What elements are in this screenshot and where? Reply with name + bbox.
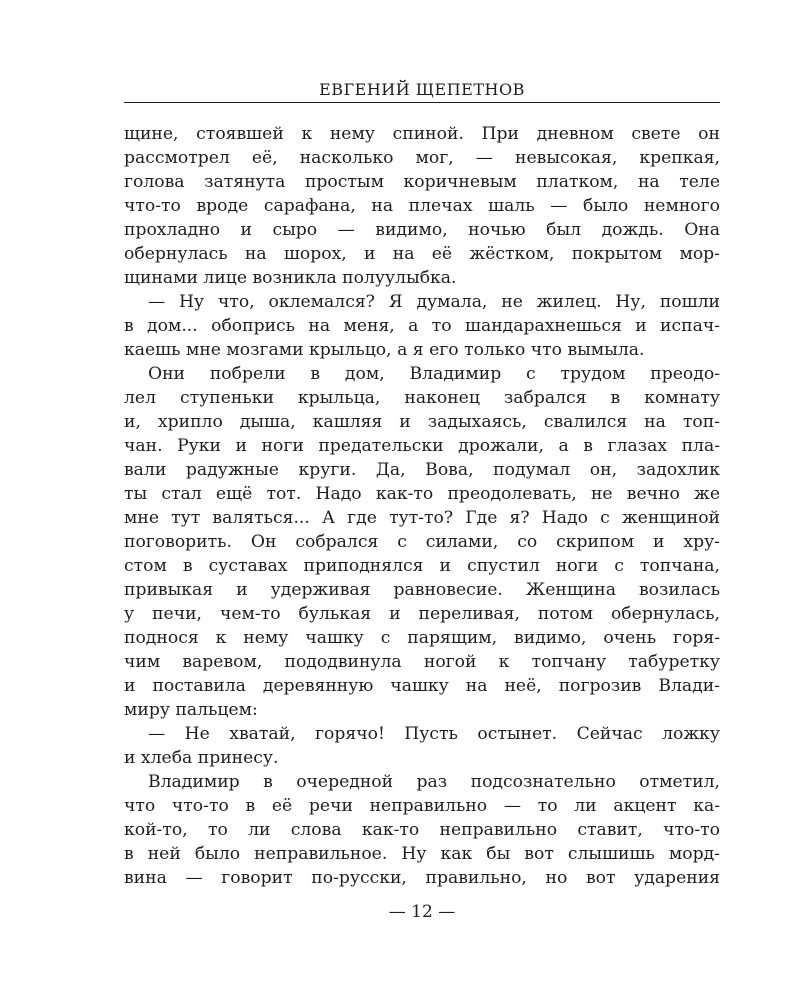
dialogue-line: — Не хватай, горячо! Пусть остынет. Сейчас ложку: [148, 724, 720, 744]
text-line: в ней было неправильное. Ну как бы вот слышишь морд-: [124, 844, 720, 864]
text-line: поднося к нему чашку с парящим, видимо, очень горя-: [124, 628, 720, 648]
text-line: чан. Руки и ноги предательски дрожали, а в глазах пла-: [124, 436, 720, 456]
text-line: щине, стоявшей к нему спиной. При дневном свете он: [124, 124, 720, 144]
text-line: кой-то, то ли слова как-то неправильно ставит, что-то: [124, 820, 720, 840]
text-line: чим варевом, пододвинула ногой к топчану табуретку: [124, 652, 720, 672]
text-line: лел ступеньки крыльца, наконец забрался в комнату: [124, 388, 720, 408]
paragraph-start-line: Владимир в очередной раз подсознательно отметил,: [148, 772, 720, 792]
text-line: и, хрипло дыша, кашляя и задыхаясь, свалился на топ-: [124, 412, 720, 432]
text-line: голова затянута простым коричневым платком, на теле: [124, 172, 720, 192]
text-line: что что-то в её речи неправильно — то ли акцент ка-: [124, 796, 720, 816]
text-line: что-то вроде сарафана, на плечах шаль — было немного: [124, 196, 720, 216]
text-line: стом в суставах приподнялся и спустил ноги с топчана,: [124, 556, 720, 576]
paragraph-start-line: Они побрели в дом, Владимир с трудом преодо-: [148, 364, 720, 384]
text-line: прохладно и сыро — видимо, ночью был дождь. Она: [124, 220, 720, 240]
text-line: у печи, чем-то булькая и переливая, потом обернулась,: [124, 604, 720, 624]
page-number: — 12 —: [388, 902, 456, 922]
text-line: каешь мне мозгами крыльцо, а я его только что вымыла.: [124, 340, 645, 360]
header-rule: [124, 102, 720, 103]
text-line: вина — говорит по-русски, правильно, но вот ударения: [124, 868, 720, 888]
text-line: в дом... обопрись на меня, а то шандарахнешься и испач-: [124, 316, 720, 336]
text-line: ты стал ещё тот. Надо как-то преодолевать, не вечно же: [124, 484, 720, 504]
text-line: рассмотрел её, насколько мог, — невысокая, крепкая,: [124, 148, 720, 168]
text-line: и поставила деревянную чашку на неё, погрозив Влади-: [124, 676, 720, 696]
text-line: привыкая и удерживая равновесие. Женщина возилась: [124, 580, 720, 600]
text-line: и хлеба принесу.: [124, 748, 279, 768]
dialogue-line: — Ну что, оклемался? Я думала, не жилец. Ну, пошли: [148, 292, 720, 312]
text-line: мне тут валяться... А где тут-то? Где я? Надо с женщиной: [124, 508, 720, 528]
text-line: щинами лице возникла полуулыбка.: [124, 268, 457, 288]
text-line: вали радужные круги. Да, Вова, подумал он, задохлик: [124, 460, 720, 480]
text-line: обернулась на шорох, и на её жёстком, покрытом мор-: [124, 244, 720, 264]
text-line: миру пальцем:: [124, 700, 258, 720]
text-line: поговорить. Он собрался с силами, со скрипом и хру-: [124, 532, 720, 552]
running-head-author: ЕВГЕНИЙ ЩЕПЕТНОВ: [319, 80, 525, 99]
body-text: [124, 122, 720, 890]
